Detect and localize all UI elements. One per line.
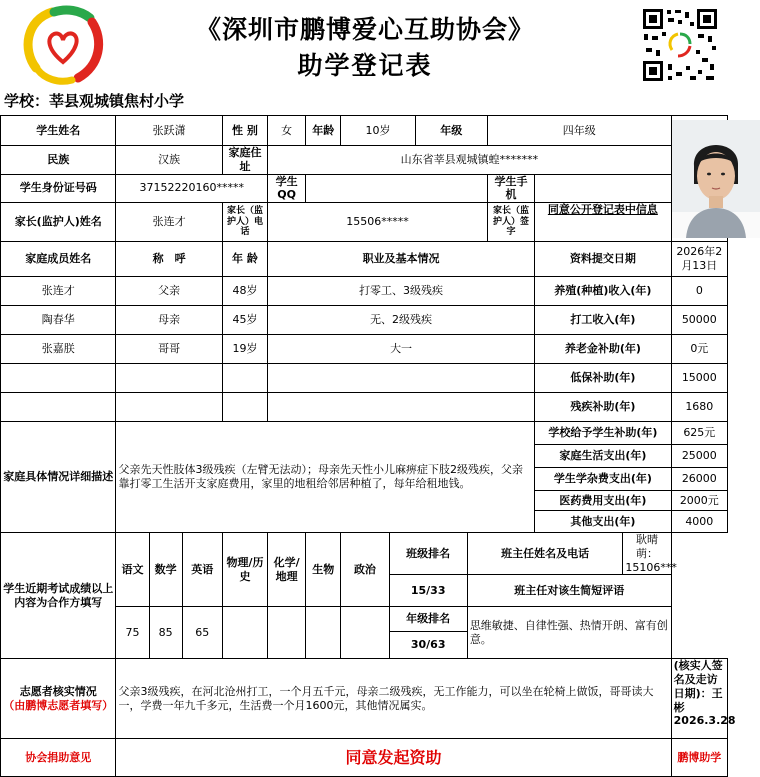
finance-value: 0 (671, 277, 727, 306)
family-row (1, 393, 728, 422)
member-job (268, 393, 535, 422)
member-job (268, 364, 535, 393)
finance-value: 50000 (671, 306, 727, 335)
submit-date-label: 资料提交日期 (535, 242, 672, 277)
score-value (222, 607, 267, 659)
volunteer-label (1, 659, 116, 739)
finance-label: 养老金补助(年) (535, 335, 672, 364)
teacher-info: 耿晴萌：15106*** (623, 533, 671, 575)
family-age-header: 年 龄 (222, 242, 267, 277)
header (0, 0, 728, 88)
grade-rank-label: 年级排名 (389, 607, 467, 632)
scores-label: 学生近期考试成绩以上内容为合作方填写 (1, 533, 116, 659)
age-label: 年龄 (306, 116, 341, 146)
registration-form (0, 115, 736, 777)
situation-label: 家庭具体情况详细描述 (1, 422, 116, 533)
member-job: 大一 (268, 335, 535, 364)
guardian-phone-label: 家长（监护人）电话 (222, 203, 267, 242)
class-rank-label: 班级排名 (389, 533, 467, 575)
teacher-label: 班主任姓名及电话 (467, 533, 623, 575)
finance-value: 0元 (671, 335, 727, 364)
school-name: 学校：莘县观城镇焦村小学 (4, 92, 185, 110)
family-row (1, 335, 728, 364)
finance-value: 625元 (671, 422, 727, 445)
title-line-1: 《深圳市鹏博爱心互助协会》 (195, 15, 534, 44)
guardian-label: 家长(监护人)姓名 (1, 203, 116, 242)
id-label: 学生身份证号码 (1, 174, 116, 203)
finance-value: 2000元 (671, 491, 727, 511)
subject-header: 语文 (116, 533, 149, 607)
score-value (306, 607, 341, 659)
qr-code (640, 6, 720, 84)
qq-label: 学生QQ (268, 174, 306, 203)
finance-label: 其他支出(年) (535, 511, 672, 533)
finance-label: 低保补助(年) (535, 364, 672, 393)
id-number: 37152220160***** (116, 174, 268, 203)
org-signature: 鹏博助学 (671, 739, 727, 777)
consent-text: 同意公开登记表中信息 (535, 203, 672, 242)
member-relation (116, 364, 222, 393)
finance-label: 学生学杂费支出(年) (535, 468, 672, 491)
member-name (1, 364, 116, 393)
ethnicity-label: 民族 (1, 146, 116, 175)
age: 10岁 (341, 116, 415, 146)
subject-header: 政治 (341, 533, 389, 607)
family-job-header: 职业及基本情况 (268, 242, 535, 277)
finance-value: 4000 (671, 511, 727, 533)
member-name: 陶春华 (1, 306, 116, 335)
qq-value (306, 174, 488, 203)
guardian-name: 张连才 (116, 203, 222, 242)
subject-header: 化学/地理 (268, 533, 306, 607)
student-name: 张跃潇 (116, 116, 222, 146)
volunteer-signer: (核实人签名及走访日期)：王彬 2026.3.28 (671, 659, 727, 739)
family-row (1, 306, 728, 335)
student-photo (671, 116, 727, 242)
finance-label: 医药费用支出(年) (535, 491, 672, 511)
grade-label: 年级 (415, 116, 487, 146)
member-age (222, 364, 267, 393)
volunteer-text: 父亲3级残疾，在河北沧州打工，一个月五千元，母亲二级残疾，无工作能力，可以坐在轮椅上做饭，哥哥读大一，学费一年九千多元，生活费一个月1600元，其他情况属实。 (116, 659, 671, 739)
member-relation: 父亲 (116, 277, 222, 306)
finance-value: 25000 (671, 445, 727, 468)
score-value: 85 (149, 607, 182, 659)
member-relation (116, 393, 222, 422)
finance-value: 26000 (671, 468, 727, 491)
finance-value: 1680 (671, 393, 727, 422)
finance-label: 打工收入(年) (535, 306, 672, 335)
guardian-phone: 15506***** (268, 203, 488, 242)
grade-rank: 30/63 (389, 632, 467, 659)
family-row (1, 277, 728, 306)
finance-label: 家庭生活支出(年) (535, 445, 672, 468)
family-row (1, 364, 728, 393)
teacher-comment: 思维敏捷、自律性强、热情开朗、富有创意。 (467, 607, 671, 659)
member-age: 19岁 (222, 335, 267, 364)
donation-opinion-label: 协会捐助意见 (1, 739, 116, 777)
member-age (222, 393, 267, 422)
family-name-header: 家庭成员姓名 (1, 242, 116, 277)
association-logo (22, 6, 104, 84)
volunteer-subtitle: （由鹏博志愿者填写） (3, 698, 114, 712)
member-name (1, 393, 116, 422)
gender-label: 性 别 (222, 116, 267, 146)
member-relation: 哥哥 (116, 335, 222, 364)
submit-date: 2026年2月13日 (671, 242, 727, 277)
score-value: 65 (182, 607, 222, 659)
comment-label: 班主任对该生简短评语 (467, 575, 671, 607)
volunteer-title: 志愿者核实情况 (19, 685, 97, 698)
finance-value: 15000 (671, 364, 727, 393)
score-value (268, 607, 306, 659)
member-job: 无、2级残疾 (268, 306, 535, 335)
grade: 四年级 (487, 116, 671, 146)
finance-label: 养殖(种植)收入(年) (535, 277, 672, 306)
subject-header: 物理/历史 (222, 533, 267, 607)
title-line-2: 助学登记表 (297, 51, 433, 80)
member-relation: 母亲 (116, 306, 222, 335)
student-name-label: 学生姓名 (1, 116, 116, 146)
member-name: 张嘉朕 (1, 335, 116, 364)
member-name: 张连才 (1, 277, 116, 306)
subject-header: 英语 (182, 533, 222, 607)
address-label: 家庭住址 (222, 146, 267, 175)
address: 山东省莘县观城镇蝗******* (268, 146, 672, 175)
phone-label: 学生手机 (487, 174, 534, 203)
member-age: 45岁 (222, 306, 267, 335)
finance-label: 学校给予学生补助(年) (535, 422, 672, 445)
ethnicity: 汉族 (116, 146, 222, 175)
guardian-sign-label: 家长（监护人）签字 (487, 203, 534, 242)
phone-value (535, 174, 672, 203)
class-rank: 15/33 (389, 575, 467, 607)
situation-text: 父亲先天性肢体3级残疾（左臂无法动）；母亲先天性小儿麻痹症下肢2级残疾，父亲靠打零工生活开支家庭费用，家里的地租给邻居种植了，每年给租地钱。 (116, 422, 535, 533)
score-value (341, 607, 389, 659)
donation-decision: 同意发起资助 (116, 739, 671, 777)
subject-header: 数学 (149, 533, 182, 607)
subject-header: 生物 (306, 533, 341, 607)
gender: 女 (268, 116, 306, 146)
member-age: 48岁 (222, 277, 267, 306)
family-relation-header: 称 呼 (116, 242, 222, 277)
member-job: 打零工、3级残疾 (268, 277, 535, 306)
finance-label: 残疾补助(年) (535, 393, 672, 422)
score-value: 75 (116, 607, 149, 659)
